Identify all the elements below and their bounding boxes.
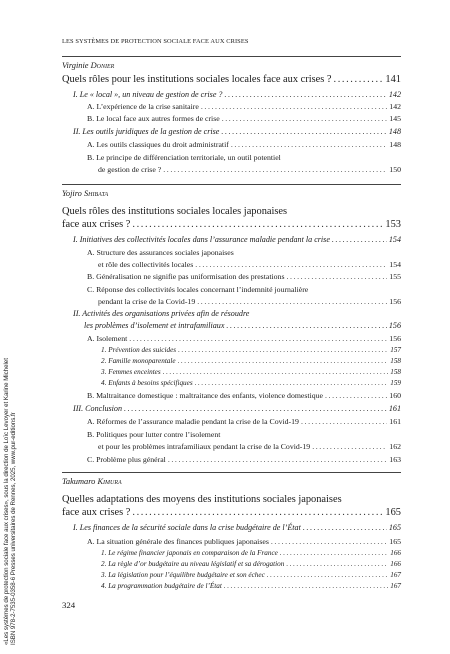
dot-leader bbox=[132, 220, 383, 230]
toc-page-number: 161 bbox=[389, 417, 401, 426]
toc-entry-text: III. Conclusion bbox=[73, 404, 123, 413]
author-first-name: Virginie bbox=[62, 61, 89, 70]
running-head: LES SYSTÈMES DE PROTECTION SOCIALE FACE AUX CRISES bbox=[62, 38, 249, 45]
toc-entry-level2[interactable] bbox=[98, 261, 401, 269]
dot-leader bbox=[301, 418, 387, 426]
toc-entry-level1[interactable] bbox=[73, 91, 401, 99]
dot-leader bbox=[271, 538, 387, 546]
toc-chapter-title-line[interactable]: Quelles adaptations des moyens des institutions sociales japonaises bbox=[62, 494, 342, 505]
toc-entry-text-line[interactable]: B. Le principe de différenciation territoriale, un outil potentiel bbox=[87, 153, 281, 162]
dot-leader bbox=[129, 335, 387, 343]
toc-title: face aux crises ? bbox=[62, 507, 131, 518]
dot-leader bbox=[195, 261, 387, 269]
toc-page-number: 148 bbox=[388, 127, 401, 136]
toc-entry-text: B. Le local face aux autres formes de crise bbox=[87, 114, 220, 123]
toc-page-number: 142 bbox=[388, 90, 401, 99]
toc-entry-text: 1. Le régime financier japonais en comparaison de la France bbox=[101, 549, 278, 557]
toc-entry-level3[interactable] bbox=[101, 369, 401, 376]
toc-page-number: 155 bbox=[389, 272, 401, 281]
toc-entry-level3[interactable] bbox=[101, 583, 401, 590]
copyright-notice bbox=[3, 265, 18, 645]
toc-entry-text: A. L’expérience de la crise sanitaire bbox=[87, 102, 199, 111]
toc-entry-text: A. La situation générale des finances publiques japonaises bbox=[87, 537, 269, 546]
dot-leader bbox=[178, 358, 389, 365]
dot-leader bbox=[286, 561, 388, 568]
toc-entry-text-line[interactable]: A. Structure des assurances sociales japonaises bbox=[87, 248, 234, 257]
dot-leader bbox=[132, 508, 383, 518]
toc-page-number: 166 bbox=[390, 560, 401, 568]
dot-leader bbox=[168, 456, 387, 464]
toc-entry-text: I. Initiatives des collectivités locales dans l’assurance maladie pendant la crise bbox=[73, 235, 330, 244]
author-last-name: Donier bbox=[90, 61, 115, 70]
toc-page-number: 141 bbox=[385, 74, 401, 85]
section-divider bbox=[62, 472, 401, 473]
toc-entry-level2[interactable] bbox=[98, 443, 401, 451]
toc-chapter-title[interactable] bbox=[62, 220, 401, 230]
toc-entry-level3[interactable] bbox=[101, 572, 401, 579]
toc-entry-level3[interactable] bbox=[101, 561, 401, 568]
dot-leader bbox=[197, 298, 387, 306]
author-name bbox=[62, 61, 114, 70]
dot-leader bbox=[312, 443, 387, 451]
dot-leader bbox=[231, 141, 387, 149]
author-name bbox=[62, 189, 108, 198]
toc-entry-text: I. Les finances de la sécurité sociale dans la crise budgétaire de l’État bbox=[73, 523, 301, 532]
author-first-name: Takumaro bbox=[62, 477, 96, 486]
toc-entry-text: A. Isolement bbox=[87, 334, 128, 343]
dot-leader bbox=[163, 166, 387, 174]
toc-entry-level3[interactable] bbox=[101, 358, 401, 365]
copyright-line: «Les systèmes de protection sociale face aux crises», sous la direction de Loïc Levoyer et Karine Michelet bbox=[3, 358, 10, 645]
dot-leader bbox=[224, 91, 386, 99]
dot-leader bbox=[334, 75, 384, 85]
toc-page-number: 165 bbox=[385, 507, 401, 518]
toc-entry-level2[interactable] bbox=[87, 456, 401, 464]
toc-page-number: 162 bbox=[389, 442, 401, 451]
toc-page-number: 158 bbox=[390, 357, 401, 365]
toc-entry-level2[interactable] bbox=[87, 103, 401, 111]
toc-entry-text: B. Généralisation ne signifie pas uniformisation des prestations bbox=[87, 272, 285, 281]
dot-leader bbox=[224, 583, 388, 590]
dot-leader bbox=[222, 115, 388, 123]
dot-leader bbox=[163, 369, 389, 376]
toc-entry-text: 2. Famille monoparentale bbox=[101, 357, 176, 365]
toc-entry-text-line[interactable]: B. Politiques pour lutter contre l’isolement bbox=[87, 430, 221, 439]
toc-page-number: 153 bbox=[385, 219, 401, 230]
toc-entry-text-line[interactable]: C. Réponse des collectivités locales concernant l’indemnité journalière bbox=[87, 285, 309, 294]
toc-entry-level2[interactable] bbox=[87, 392, 401, 400]
toc-entry-level2[interactable] bbox=[87, 115, 401, 123]
toc-entry-text: C. Problème plus général bbox=[87, 455, 166, 464]
toc-chapter-title[interactable] bbox=[62, 75, 401, 85]
toc-title: Quels rôles pour les institutions sociales locales face aux crises ? bbox=[62, 74, 332, 85]
toc-entry-text: pendant la crise de la Covid-19 bbox=[98, 297, 196, 306]
dot-leader bbox=[267, 572, 388, 579]
toc-page-number: 142 bbox=[389, 102, 401, 111]
dot-leader bbox=[325, 392, 387, 400]
toc-page-number: 163 bbox=[389, 455, 401, 464]
toc-entry-level1[interactable] bbox=[84, 322, 401, 330]
section-divider bbox=[62, 56, 401, 57]
toc-entry-text: 4. La programmation budgétaire de l’État bbox=[101, 582, 222, 590]
toc-page-number: 150 bbox=[389, 165, 401, 174]
toc-entry-level1[interactable] bbox=[73, 128, 401, 136]
toc-page-number: 165 bbox=[388, 523, 401, 532]
toc-page-number: 157 bbox=[390, 346, 401, 354]
toc-page-number: 161 bbox=[388, 404, 401, 413]
toc-entry-text: de gestion de crise ? bbox=[98, 165, 162, 174]
toc-entry-text: les problèmes d’isolement et intrafamiliaux bbox=[84, 321, 225, 330]
toc-page-number: 167 bbox=[390, 571, 401, 579]
toc-entry-level2[interactable] bbox=[87, 273, 401, 281]
dot-leader bbox=[332, 236, 387, 244]
toc-entry-level1[interactable] bbox=[73, 405, 401, 413]
dot-leader bbox=[124, 405, 387, 413]
toc-title: face aux crises ? bbox=[62, 219, 131, 230]
toc-page-number: 148 bbox=[389, 140, 401, 149]
toc-page-number: 159 bbox=[390, 379, 401, 387]
toc-entry-level1[interactable] bbox=[73, 236, 401, 244]
page-number: 324 bbox=[62, 600, 76, 610]
author-last-name: Kimura bbox=[97, 477, 122, 486]
toc-entry-level3[interactable] bbox=[101, 380, 401, 387]
dot-leader bbox=[280, 550, 388, 557]
toc-entry-text: et rôle des collectivités locales bbox=[98, 260, 194, 269]
toc-page-number: 154 bbox=[389, 260, 401, 269]
dot-leader bbox=[226, 322, 386, 330]
toc-entry-text: et pour les problèmes intrafamiliaux pendant la crise de la Covid-19 bbox=[98, 442, 311, 451]
toc-page-number: 158 bbox=[390, 368, 401, 376]
toc-entry-text: 3. La législation pour l’équilibre budgétaire et son échec bbox=[101, 571, 265, 579]
toc-entry-text: 1. Prévention des suicides bbox=[101, 346, 177, 354]
toc-entry-text: II. Les outils juridiques de la gestion de crise bbox=[73, 127, 220, 136]
toc-entry-level2[interactable] bbox=[87, 141, 401, 149]
toc-chapter-title-line[interactable]: Quels rôles des institutions sociales locales japonaises bbox=[62, 206, 288, 217]
toc-entry-text: 3. Femmes enceintes bbox=[101, 368, 161, 376]
toc-page-number: 145 bbox=[389, 114, 401, 123]
toc-entry-text: I. Le « local », un niveau de gestion de crise ? bbox=[73, 90, 223, 99]
dot-leader bbox=[221, 128, 387, 136]
toc-entry-text: 2. La règle d’or budgétaire au niveau législatif et sa dérogation bbox=[101, 560, 285, 568]
toc-entry-text: 4. Enfants à besoins spécifiques bbox=[101, 379, 193, 387]
toc-entry-text: A. Réformes de l’assurance maladie pendant la crise de la Covid-19 bbox=[87, 417, 299, 426]
toc-entry-level2[interactable] bbox=[87, 418, 401, 426]
dot-leader bbox=[303, 524, 387, 532]
toc-page-number: 156 bbox=[388, 321, 401, 330]
isbn-line: ISBN 978-2-7535-0358-6 Presses universitaires de Rennes, 2025, www.pur-editions.fr bbox=[10, 412, 18, 645]
dot-leader bbox=[286, 273, 387, 281]
author-last-name: Shibata bbox=[83, 189, 109, 198]
toc-entry-level1[interactable] bbox=[73, 524, 401, 532]
toc-page-number: 156 bbox=[389, 334, 401, 343]
toc-page-number: 154 bbox=[388, 235, 401, 244]
toc-page-number: 167 bbox=[390, 582, 401, 590]
toc-entry-level2[interactable] bbox=[98, 166, 401, 174]
toc-entry-level3[interactable] bbox=[101, 550, 401, 557]
dot-leader bbox=[201, 103, 387, 111]
toc-page-number: 156 bbox=[389, 297, 401, 306]
toc-entry-text-line[interactable]: II. Activités des organisations privées afin de résoudre bbox=[73, 309, 250, 318]
toc-entry-level2[interactable] bbox=[87, 335, 401, 343]
dot-leader bbox=[178, 347, 388, 354]
toc-entry-text: B. Maltraitance domestique : maltraitance des enfants, violence domestique bbox=[87, 391, 323, 400]
toc-entry-level3[interactable] bbox=[101, 347, 401, 354]
author-first-name: Yojiro bbox=[62, 189, 82, 198]
toc-page-number: 165 bbox=[389, 537, 401, 546]
toc-chapter-title[interactable] bbox=[62, 508, 401, 518]
toc-entry-text: A. Les outils classiques du droit administratif bbox=[87, 140, 229, 149]
toc-entry-level2[interactable] bbox=[98, 298, 401, 306]
author-name bbox=[62, 477, 122, 486]
toc-page-number: 160 bbox=[389, 391, 401, 400]
toc-page-number: 166 bbox=[390, 549, 401, 557]
toc-entry-level2[interactable] bbox=[87, 538, 401, 546]
section-divider bbox=[62, 184, 401, 185]
dot-leader bbox=[195, 380, 389, 387]
